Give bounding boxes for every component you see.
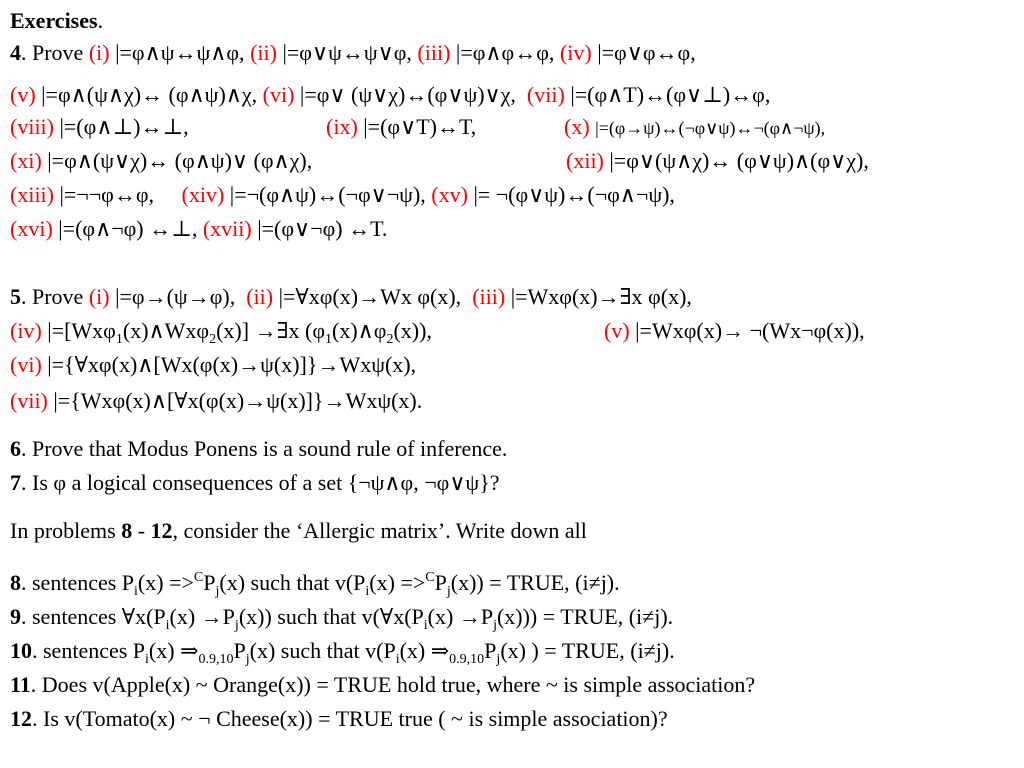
item-label: (vi) xyxy=(262,82,295,107)
subscript: i xyxy=(145,652,149,667)
item-label: (xi) xyxy=(10,148,42,173)
text-part: (x) ⇒ xyxy=(148,638,199,663)
subscript: j xyxy=(446,584,451,599)
subscript: i xyxy=(423,618,428,633)
subscript: 0.9,10 xyxy=(198,652,234,667)
formula: |=φ∨(ψ∧χ)↔ (φ∨ψ)∧(φ∨χ), xyxy=(609,148,869,173)
formula: |=Wxφ(x)→∃x φ(x), xyxy=(510,284,692,309)
problem-intro: . Prove xyxy=(21,40,84,65)
problem-number: 9 xyxy=(10,604,21,629)
item-x xyxy=(564,114,825,141)
problem-4-line-5 xyxy=(10,182,675,208)
problem-5-line-1 xyxy=(10,284,692,310)
formula: |=(φ→ψ)↔(¬φ∨ψ)↔¬(φ∧¬ψ), xyxy=(595,118,826,138)
formula: |={Wxφ(x)∧[∀x(φ(x)→ψ(x)]}→Wxψ(x). xyxy=(53,388,423,413)
problem-number: 12 xyxy=(10,706,32,731)
text-part: . sentences P xyxy=(32,638,146,663)
problem-4-line-1 xyxy=(10,40,696,66)
text-part: P xyxy=(484,638,497,663)
problem-11 xyxy=(10,672,755,698)
item-label: (ix) xyxy=(326,114,358,139)
heading-period: . xyxy=(97,8,104,33)
formula: |=Wxφ(x)→ ¬(Wx¬φ(x)), xyxy=(635,318,865,343)
problem-7 xyxy=(10,470,500,496)
item-label: (iii) xyxy=(417,40,451,65)
problem-10 xyxy=(10,638,675,667)
problem-5-line-3 xyxy=(10,352,416,378)
item-label: (xiii) xyxy=(10,182,54,207)
problem-number: 5 xyxy=(10,284,21,309)
problem-number: 6 xyxy=(10,436,21,461)
problem-12 xyxy=(10,706,668,732)
formula: |= ¬(φ∨ψ)↔(¬φ∧¬ψ), xyxy=(473,182,675,207)
item-label: (ii) xyxy=(246,284,274,309)
formula: |=(φ∧T)↔(φ∨⊥)↔φ, xyxy=(570,82,771,107)
formula: |=φ∧(ψ∨χ)↔ (φ∧ψ)∨ (φ∧χ), xyxy=(47,148,313,173)
text-part: P xyxy=(434,570,447,595)
item-viii xyxy=(10,114,189,140)
formula: |=(φ∧¬φ) ↔⊥, xyxy=(58,216,198,241)
subscript: i xyxy=(365,584,370,599)
intro-number: 8 xyxy=(121,518,133,543)
formula-part: (x)∧φ xyxy=(332,318,387,343)
item-label: (xv) xyxy=(431,182,468,207)
item-v xyxy=(604,318,865,344)
heading-text: Exercises xyxy=(10,8,98,33)
formula-part: (x)∧Wxφ xyxy=(122,318,210,343)
intro-number: 12 xyxy=(150,518,173,543)
item-xii xyxy=(566,148,869,174)
formula: |=φ∧(ψ∧χ)↔ (φ∧ψ)∧χ, xyxy=(41,82,258,107)
superscript: C xyxy=(425,570,435,585)
problem-text: . Does v(Apple(x) ~ Orange(x)) = TRUE hold true, where ~ is simple association? xyxy=(30,672,756,697)
problem-number: 10 xyxy=(10,638,32,663)
text-part: (x)) = TRUE, (i≠j). xyxy=(450,570,620,595)
item-label: (viii) xyxy=(10,114,54,139)
subscript: i xyxy=(165,618,170,633)
item-label: (vii) xyxy=(10,388,48,413)
formula-part: |=[Wxφ xyxy=(47,318,116,343)
problem-intro: . Prove xyxy=(21,284,84,309)
subscript: 1 xyxy=(325,332,333,347)
intro-text: , consider the ‘Allergic matrix’. Write down all xyxy=(172,518,587,543)
formula-part: (x)] →∃x (φ xyxy=(216,318,326,343)
item-label: (v) xyxy=(604,318,630,343)
problem-4-line-6 xyxy=(10,216,387,242)
item-ix xyxy=(326,114,476,140)
text-part: . sentences ∀x(P xyxy=(21,604,166,629)
item-label: (xiv) xyxy=(181,182,225,207)
text-part: (x) →P xyxy=(169,604,235,629)
subscript: j xyxy=(496,652,501,667)
text-part: (x) →P xyxy=(427,604,494,629)
problem-text: . Is v(Tomato(x) ~ ¬ Cheese(x)) = TRUE true ( ~ is simple association)? xyxy=(32,706,668,731)
subscript: 0.9,10 xyxy=(449,652,485,667)
text-part: (x) such that v(P xyxy=(249,638,396,663)
formula: |=φ∧ψ↔ψ∧φ, xyxy=(115,40,245,65)
item-label: (xvi) xyxy=(10,216,53,241)
item-label: (xii) xyxy=(566,148,604,173)
formula: |=¬(φ∧ψ)↔(¬φ∨¬ψ), xyxy=(229,182,426,207)
formula-part: (x)), xyxy=(393,318,432,343)
problem-9 xyxy=(10,604,674,633)
text-part: P xyxy=(233,638,246,663)
item-label: (xvii) xyxy=(202,216,252,241)
superscript: C xyxy=(193,570,204,585)
subscript: 2 xyxy=(209,332,217,347)
formula: |=(φ∨T)↔T, xyxy=(363,114,477,139)
problem-6 xyxy=(10,436,507,462)
subscript: 1 xyxy=(115,332,123,347)
text-part: (x)) such that v(∀x(P xyxy=(238,604,424,629)
item-label: (iv) xyxy=(559,40,592,65)
item-label: (x) xyxy=(564,114,590,139)
problem-text: . Is φ a logical consequences of a set {¬ψ∧φ, ¬φ∨ψ}? xyxy=(21,470,500,495)
formula: |=φ→(ψ→φ), xyxy=(115,284,236,309)
intro-text: In problems xyxy=(10,518,122,543)
item-label: (vii) xyxy=(526,82,565,107)
formula: |=∀xφ(x)→Wx φ(x), xyxy=(278,284,462,309)
text-part: (x) such that v(P xyxy=(219,570,366,595)
problem-8 xyxy=(10,570,620,599)
item-label: (i) xyxy=(88,284,110,309)
text-part: (x))) = TRUE, (i≠j). xyxy=(496,604,674,629)
item-label: (ii) xyxy=(250,40,277,65)
item-label: (i) xyxy=(88,40,110,65)
formula: |=φ∧φ↔φ, xyxy=(455,40,555,65)
problem-number: 7 xyxy=(10,470,21,495)
formula: |=(φ∨¬φ) ↔T. xyxy=(257,216,388,241)
formula: |=φ∨φ↔φ, xyxy=(597,40,696,65)
problems-intro xyxy=(10,518,587,544)
formula: |=φ∨ψ↔ψ∨φ, xyxy=(282,40,412,65)
problem-number: 4 xyxy=(10,40,21,65)
problem-4-line-2 xyxy=(10,82,770,108)
subscript: j xyxy=(245,652,250,667)
intro-text: - xyxy=(132,518,151,543)
formula: |=φ∨ (ψ∨χ)↔(φ∨ψ)∨χ, xyxy=(299,82,516,107)
subscript: 2 xyxy=(386,332,394,347)
item-label: (iv) xyxy=(10,318,42,343)
problem-number: 11 xyxy=(10,672,31,697)
exercises-heading xyxy=(10,8,103,34)
text-part: (x) => xyxy=(137,570,194,595)
item-label: (v) xyxy=(10,82,36,107)
text-part: (x) ) = TRUE, (i≠j). xyxy=(500,638,675,663)
item-xi xyxy=(10,148,312,174)
problem-text: . Prove that Modus Ponens is a sound rule of inference. xyxy=(21,436,508,461)
formula: |=(φ∧⊥)↔⊥, xyxy=(59,114,189,139)
formula: |=¬¬φ↔φ, xyxy=(59,182,155,207)
subscript: j xyxy=(493,618,497,633)
item-iv xyxy=(10,318,432,347)
subscript: j xyxy=(234,618,239,633)
text-part: P xyxy=(203,570,216,595)
problem-5-line-4 xyxy=(10,388,422,414)
item-label: (vi) xyxy=(10,352,42,377)
subscript: i xyxy=(395,652,400,667)
item-label: (iii) xyxy=(472,284,506,309)
text-part: (x) => xyxy=(369,570,426,595)
formula: |={∀xφ(x)∧[Wx(φ(x)→ψ(x)]}→Wxψ(x), xyxy=(47,352,417,377)
problem-number: 8 xyxy=(10,570,21,595)
text-part: (x) ⇒ xyxy=(399,638,450,663)
text-part: . sentences P xyxy=(21,570,135,595)
subscript: i xyxy=(134,584,138,599)
subscript: j xyxy=(215,584,220,599)
